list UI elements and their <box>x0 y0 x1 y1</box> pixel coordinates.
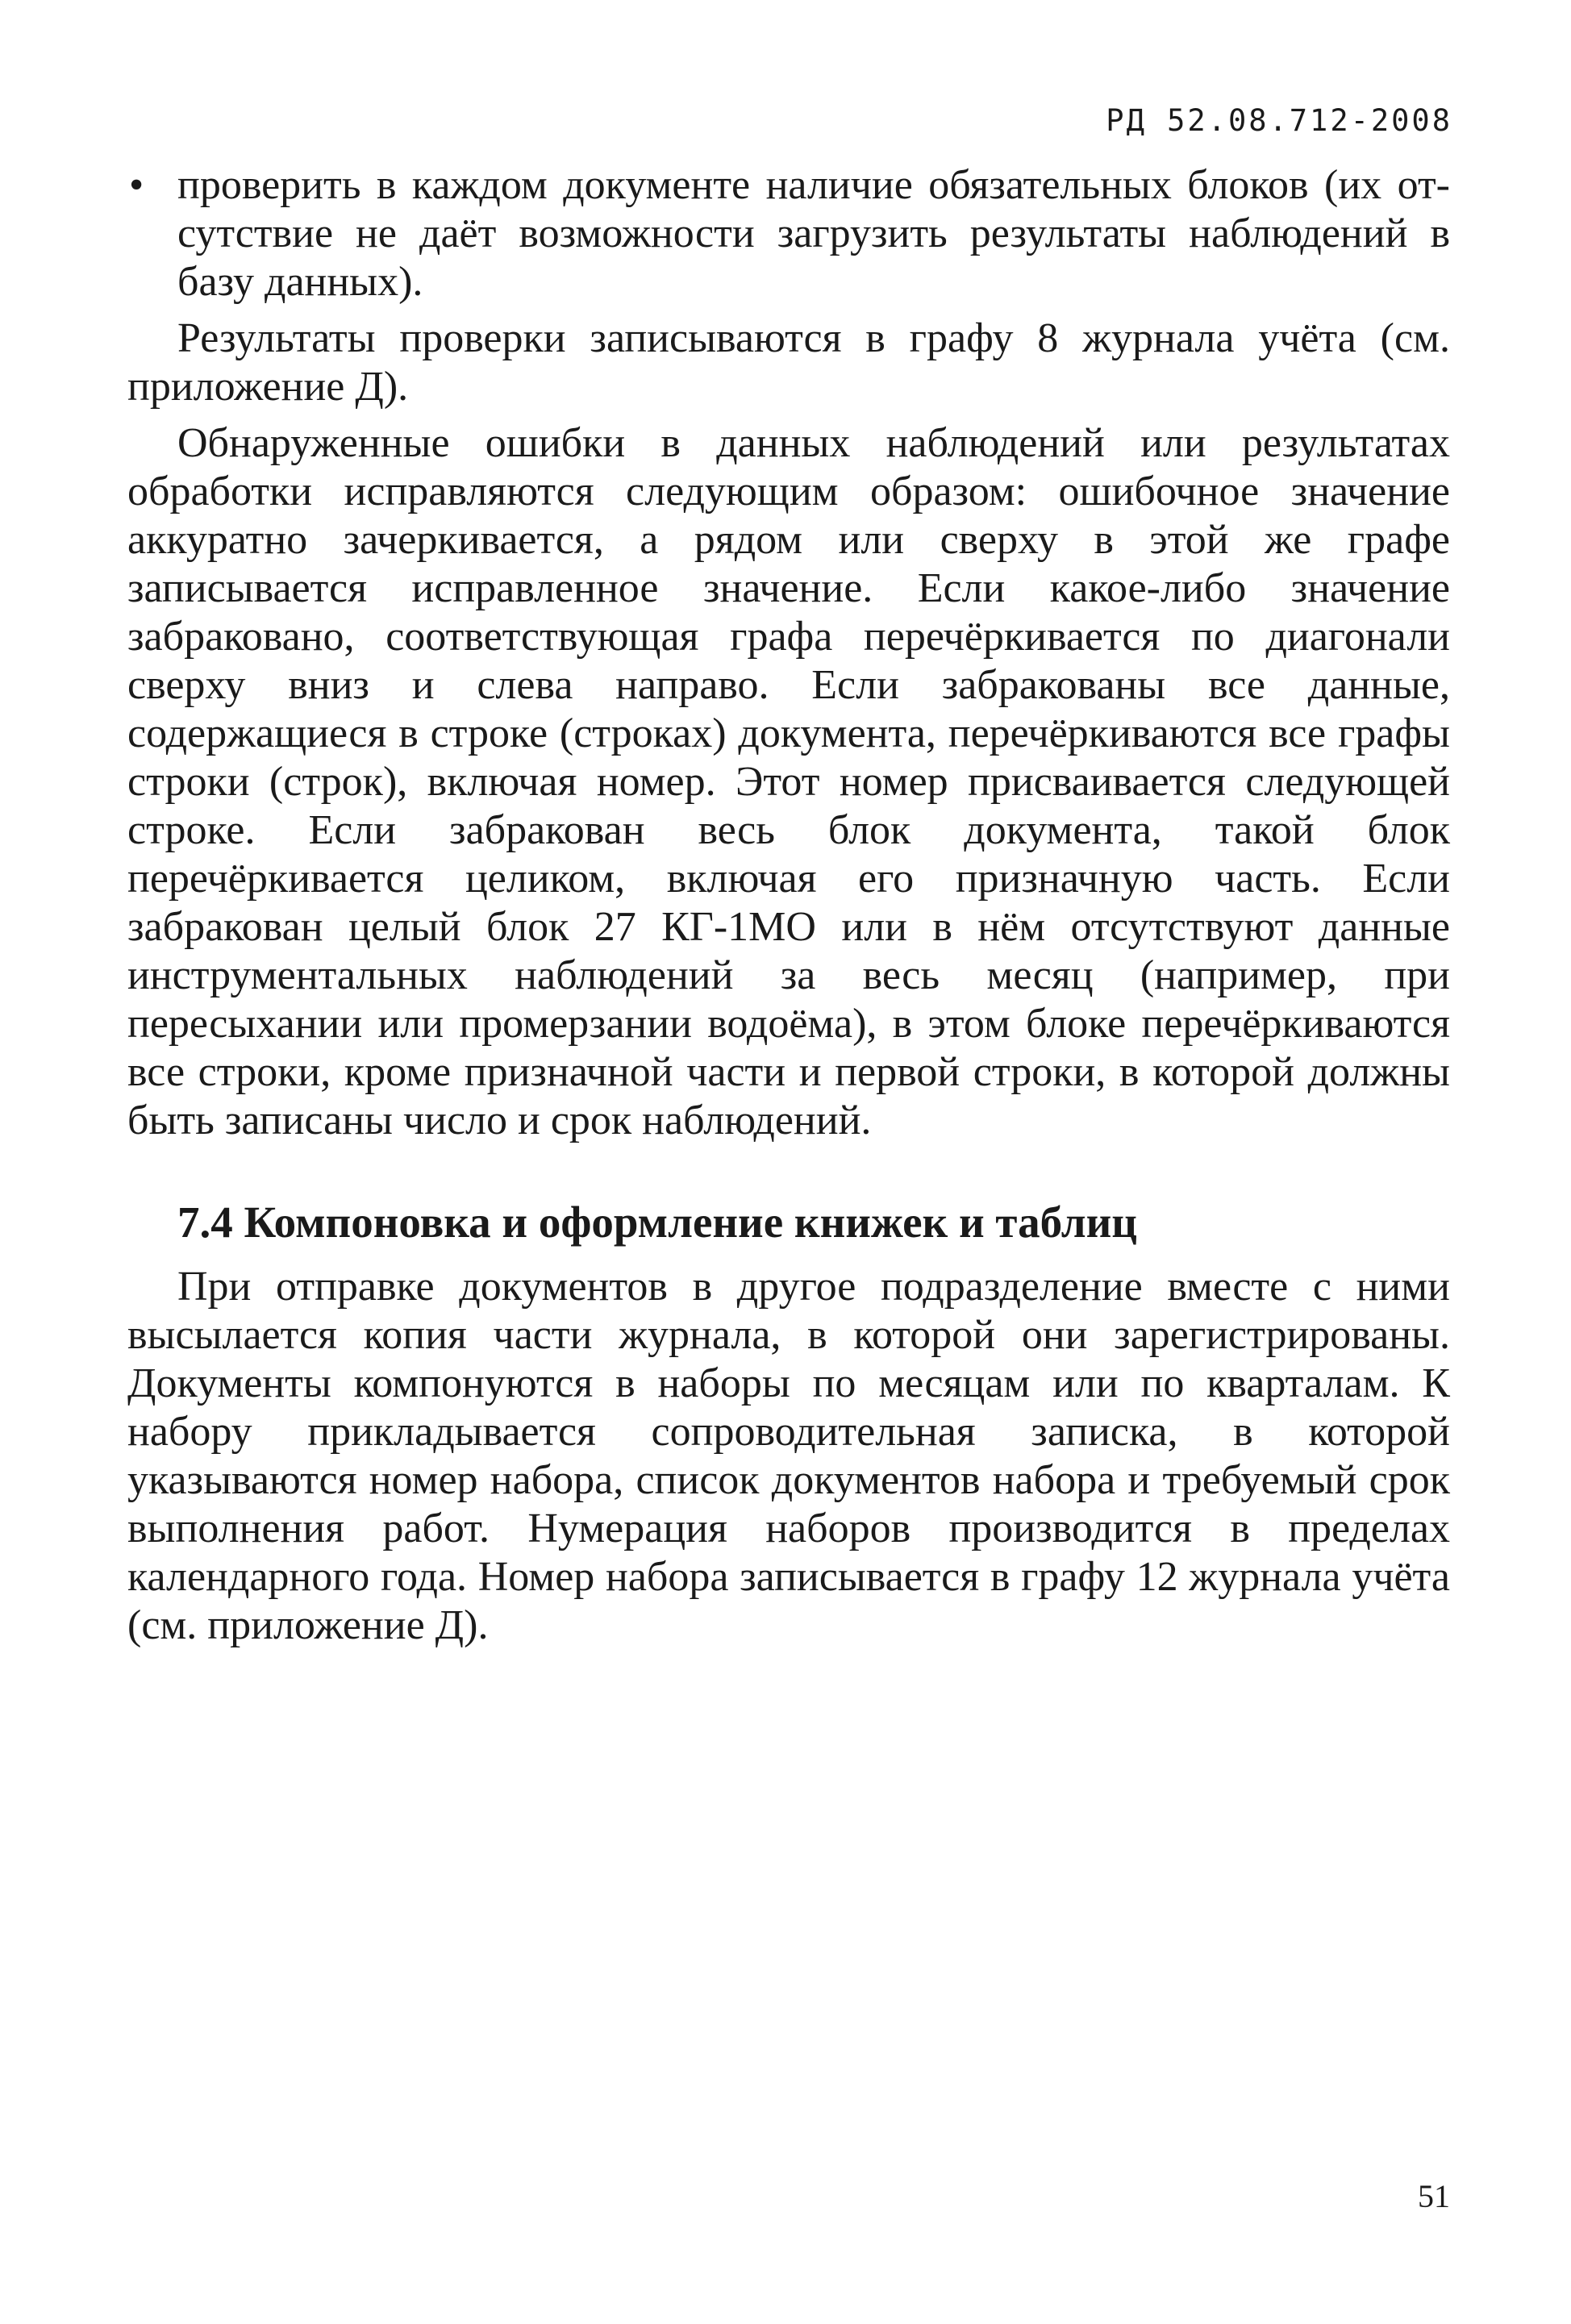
document-body <box>127 161 1450 1658</box>
section-heading: 7.4 Компоновка и оформление книжек и таблиц <box>177 1197 1137 1247</box>
paragraph-document-sets: При отправке документов в другое подразделение вместе с ними высылается копия части журнала, в которой они зарегистрированы. Документы компонуются в наборы по месяцам или по кварталам. К набору прикладывается сопроводительная записка, в которой указываются номер набора, список документов набора и требуемый срок выполнения работ. Нумерация наборов производится в пределах календарного года. Номер набора записывается в графу 12 журнала учёта (см. приложение Д). <box>127 1264 1450 1648</box>
bullet-list-item <box>127 161 1450 306</box>
document-code-header: РД 52.08.712-2008 <box>1106 103 1452 138</box>
bullet-mark: • <box>129 162 144 208</box>
paragraph-check-results: Результаты проверки записываются в графу 8 журнала учёта (см. приложение Д). <box>127 315 1450 410</box>
paragraph-error-correction: Обнаруженные ошибки в данных наблюдений или результатах обработки исправляются следующим образом: ошибочное значение аккуратно зачеркивается, а рядом или сверху в этой же графе записывается исправленное значение. Если какое-либо значение забраковано, соответствующая графа перечёркивается по диагонали сверху вниз и слева направо. Если забракованы все данные, содержащиеся в строке (строках) документа, перечёркиваются все графы строки (строк), включая номер. Этот номер присваивается следующей строке. Если забракован весь блок документа, такой блок перечёркивается целиком, включая его призначную часть. Если забракован целый блок 27 КГ-1МО или в нём отсутствуют данные инструментальных наблюдений за весь месяц (например, при пересыхании или промерзании водоёма), в этом блоке перечёркиваются все строки, кроме призначной части и первой строки, в которой должны быть записаны число и срок наблюдений. <box>127 420 1450 1143</box>
bullet-item-text: проверить в каждом документе наличие обязательных блоков (их отсутствие не даёт возможности загрузить результаты наблюдений в базу данных). <box>177 162 1450 305</box>
page-number: 51 <box>1418 2178 1450 2214</box>
